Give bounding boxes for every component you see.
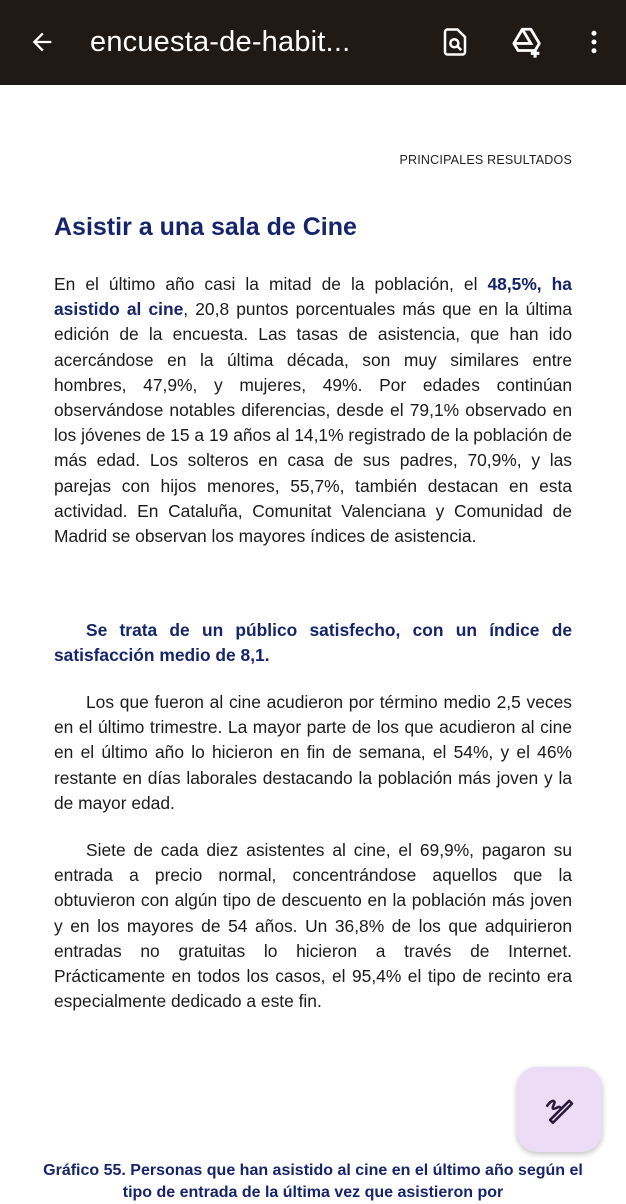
pdf-page [0, 85, 626, 1200]
top-app-bar [0, 0, 626, 85]
more-options-button[interactable] [574, 22, 614, 62]
paragraph-2-highlight: Se trata de un público satisfecho, con un índice de satisfacción medio de 8,1. [54, 620, 572, 666]
find-in-file-button[interactable] [435, 22, 475, 62]
annotate-button[interactable] [517, 1067, 602, 1152]
section-title: Asistir a una sala de Cine [54, 213, 357, 241]
add-to-drive-button[interactable] [508, 22, 548, 62]
add-to-drive-icon [511, 25, 545, 59]
paragraph-4: Siete de cada diez asistentes al cine, el 69,9%, pagaron su entrada a precio normal, concentrándose aquellos que la obtuvieron con algún tipo de descuento en la población más joven y en los mayores de 54 años. Un 36,8% de los que adquirieron entradas no gratuitas lo hicieron a través de Internet. Prácticamente en todos los casos, el 95,4% el tipo de recinto era especialmente dedicado a este fin. [54, 840, 572, 1012]
section-header: PRINCIPALES RESULTADOS [399, 153, 572, 167]
arrow-left-icon [28, 28, 56, 56]
paragraph-1 [54, 272, 572, 549]
paragraph-1-rest: , 20,8 puntos porcentuales más que en la última edición de la encuesta. Las tasas de asistencia, que han ido acercándose en la última década, son muy similares entre hombres, 47,9%, y mujeres, 49%. Por edades continúan observándose notables diferencias, desde el 79,1% observado en los jóvenes de 15 a 19 años al 14,1% registrado de la población de más edad. Los solteros en casa de sus padres, 70,9%, y las parejas con hijos menores, 55,7%, también destacan en esta actividad. En Cataluña, Comunitat Valenciana y Comunidad de Madrid se observan los mayores índices de asistencia. [54, 299, 572, 547]
find-in-file-icon [440, 27, 470, 57]
paragraph-1-start: En el último año casi la mitad de la población, el [54, 274, 488, 294]
more-vert-icon [579, 27, 609, 57]
document-title: encuesta-de-habit... [90, 26, 351, 58]
paragraph-1-bold: 48,5%, ha asistido al cine [54, 274, 572, 320]
paragraph-3: Los que fueron al cine acudieron por término medio 2,5 veces en el último trimestre. La mayor parte de los que acudieron al cine en el último año lo hicieron en fin de semana, el 54%, y el 46% restante en días laborales destacando la población más joven y la de mayor edad. [54, 692, 572, 813]
back-button[interactable] [24, 24, 60, 60]
annotate-pen-icon [543, 1093, 577, 1127]
chart-caption: Gráfico 55. Personas que han asistido al cine en el último año según el tipo de entrada de la última vez que asistieron por [43, 1162, 583, 1201]
